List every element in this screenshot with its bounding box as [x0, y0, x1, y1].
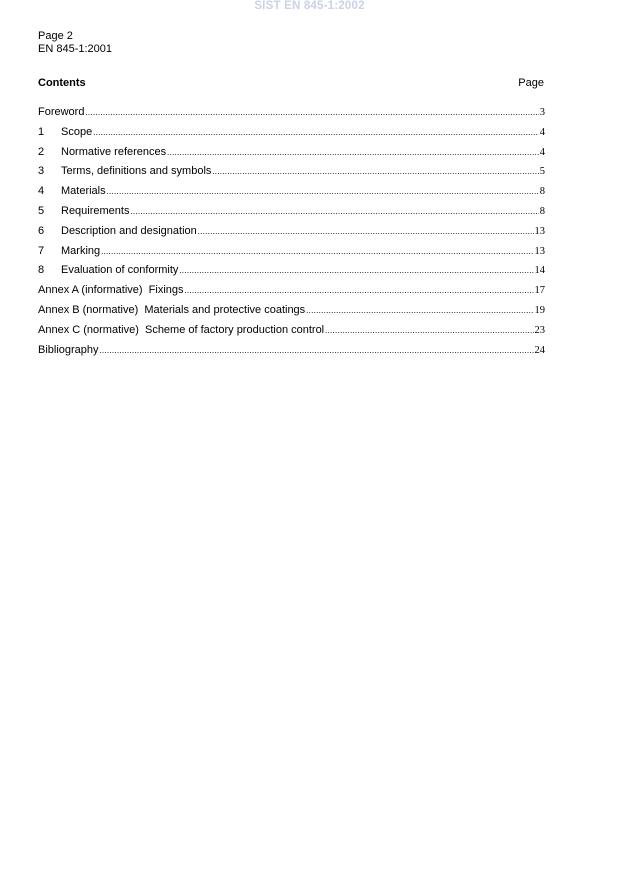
- toc-entry-number: 4: [38, 185, 45, 198]
- toc-entry-requirements[interactable]: [38, 205, 545, 225]
- toc-entry-number: 5: [38, 204, 45, 217]
- toc-entry-number: 6: [38, 224, 45, 237]
- watermark: SIST EN 845-1:2002: [254, 0, 365, 12]
- toc-entry-title: Scope: [61, 125, 93, 138]
- toc-entry-page: 5: [539, 166, 545, 178]
- toc-entry-title: Bibliography: [38, 343, 99, 356]
- toc-entry-page: 4: [539, 126, 545, 138]
- page-header: [38, 30, 112, 56]
- toc-entry-foreword[interactable]: [38, 106, 545, 126]
- toc-entry-page: 14: [534, 265, 545, 277]
- toc-entry-page: 19: [534, 304, 545, 316]
- toc-entry-page: 8: [539, 186, 545, 198]
- toc-entry-scope[interactable]: [38, 126, 545, 146]
- dot-leader: [130, 207, 538, 216]
- dot-leader: [85, 108, 538, 117]
- dot-leader: [179, 266, 533, 275]
- toc-entry-page: 3: [539, 107, 545, 118]
- toc-entry-normative-references[interactable]: [38, 146, 545, 166]
- toc-entry-number: 8: [38, 264, 45, 277]
- toc-entry-annex-a[interactable]: [38, 284, 545, 304]
- page-column-heading: Page: [518, 77, 544, 89]
- toc-entry-terms[interactable]: [38, 165, 545, 185]
- toc-entry-page: 17: [534, 285, 545, 297]
- toc-entry-title: Annex B (normative) Materials and protective coatings: [38, 303, 306, 316]
- toc-entry-bibliography[interactable]: [38, 344, 545, 364]
- dot-leader: [198, 227, 534, 236]
- table-of-contents: [38, 106, 545, 363]
- toc-entry-evaluation[interactable]: [38, 264, 545, 284]
- toc-entry-title: Annex A (informative) Fixings: [38, 284, 184, 297]
- dot-leader: [185, 286, 534, 295]
- document-id: EN 845-1:2001: [38, 43, 112, 55]
- toc-entry-page: 13: [534, 245, 545, 257]
- toc-entry-page: 8: [539, 205, 545, 217]
- toc-entry-number: 7: [38, 244, 45, 257]
- dot-leader: [93, 128, 539, 137]
- toc-entry-page: 23: [534, 324, 545, 336]
- toc-entry-title: Annex C (normative) Scheme of factory production control: [38, 323, 325, 336]
- toc-entry-title: Normative references: [61, 145, 167, 158]
- dot-leader: [167, 148, 539, 157]
- toc-entry-page: 13: [534, 225, 545, 237]
- toc-entry-number: 1: [38, 125, 45, 138]
- toc-entry-title: Requirements: [61, 204, 130, 217]
- contents-title: Contents: [38, 77, 86, 89]
- dot-leader: [325, 326, 533, 335]
- toc-entry-annex-c[interactable]: [38, 324, 545, 344]
- dot-leader: [100, 346, 534, 355]
- page-label: Page 2: [38, 30, 73, 42]
- toc-entry-annex-b[interactable]: [38, 304, 545, 324]
- toc-entry-page: 4: [539, 146, 545, 158]
- dot-leader: [306, 306, 533, 315]
- toc-entry-description[interactable]: [38, 225, 545, 245]
- toc-entry-materials[interactable]: [38, 185, 545, 205]
- toc-entry-title: Evaluation of conformity: [61, 264, 179, 277]
- toc-entry-page: 24: [534, 344, 545, 356]
- toc-entry-number: 3: [38, 165, 45, 178]
- toc-entry-title: Materials: [61, 185, 106, 198]
- dot-leader: [101, 247, 533, 256]
- toc-entry-marking[interactable]: [38, 245, 545, 265]
- toc-entry-title: Terms, definitions and symbols: [61, 165, 212, 178]
- toc-entry-title: Description and designation: [61, 224, 197, 237]
- toc-entry-title: Foreword: [38, 106, 85, 118]
- toc-entry-number: 2: [38, 145, 45, 158]
- dot-leader: [107, 187, 539, 196]
- toc-entry-title: Marking: [61, 244, 101, 257]
- dot-leader: [212, 167, 538, 176]
